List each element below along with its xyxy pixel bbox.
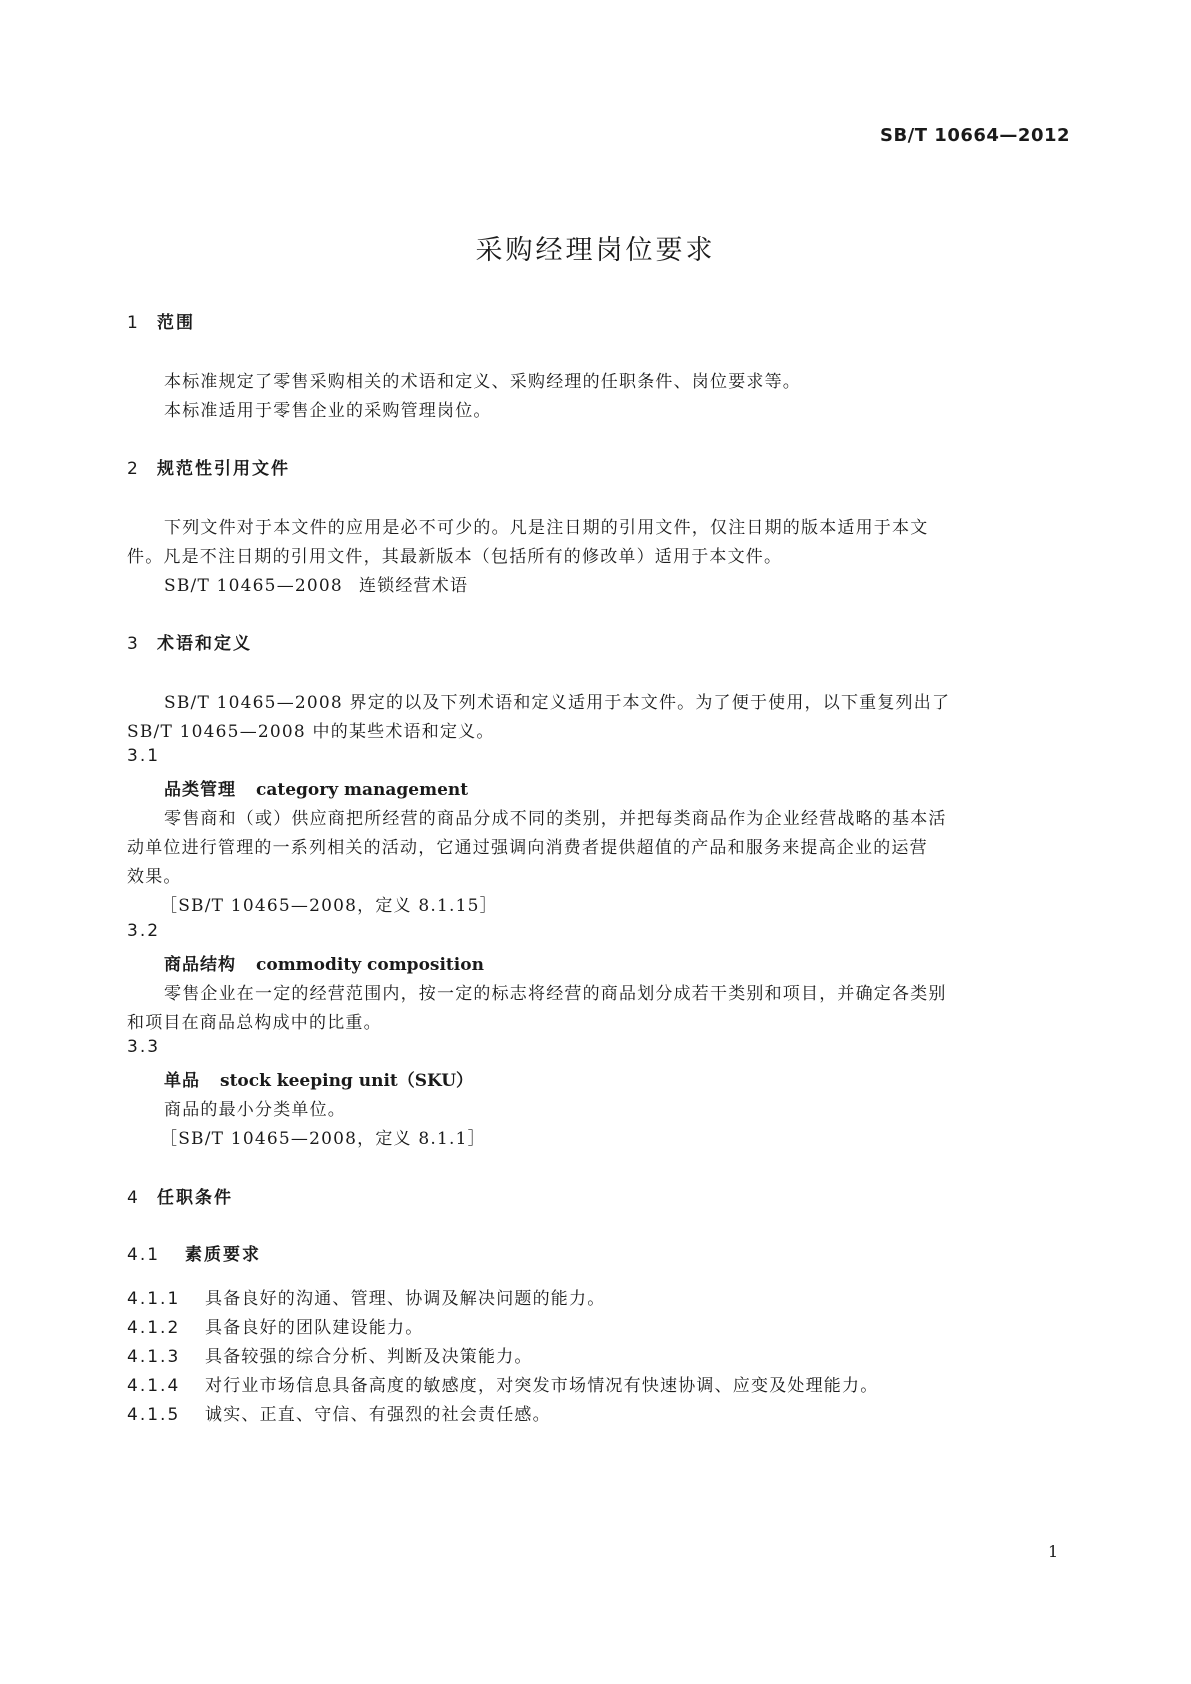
term-source: ［SB/T 10465—2008，定义 8.1.1］ <box>160 1129 486 1149</box>
term-zh: 品类管理 <box>164 780 236 800</box>
section-number: 1 <box>127 313 138 333</box>
reference-title: 连锁经营术语 <box>358 576 469 596</box>
term-en: category management <box>256 780 469 800</box>
standard-code: SB/T 10664—2012 <box>880 125 1071 146</box>
section-title: 任职条件 <box>157 1188 233 1208</box>
section-title: 规范性引用文件 <box>157 459 290 479</box>
item-text: 诚实、正直、守信、有强烈的社会责任感。 <box>205 1405 551 1425</box>
term-number: 3.3 <box>127 1037 161 1057</box>
term-definition-line: 效果。 <box>127 867 182 887</box>
list-item <box>127 1371 878 1396</box>
item-text: 具备较强的综合分析、判断及决策能力。 <box>205 1347 533 1367</box>
term-definition-line: 商品的最小分类单位。 <box>164 1100 346 1120</box>
section-number: 2 <box>127 459 138 479</box>
item-text: 具备良好的沟通、管理、协调及解决问题的能力。 <box>205 1289 606 1309</box>
paragraph-line: 下列文件对于本文件的应用是必不可少的。凡是注日期的引用文件，仅注日期的版本适用于本文 <box>164 518 929 538</box>
subsection-4-1-heading <box>127 1240 261 1265</box>
reference-code: SB/T 10465—2008 <box>164 576 343 596</box>
section-2-heading <box>127 454 290 479</box>
list-item <box>127 1400 551 1425</box>
term-definition-line: 零售商和（或）供应商把所经营的商品分成不同的类别，并把每类商品作为企业经营战略的基本活 <box>164 809 947 829</box>
section-4-heading <box>127 1183 233 1208</box>
item-number: 4.1.3 <box>127 1347 181 1367</box>
subsection-title: 素质要求 <box>185 1245 261 1265</box>
term-zh: 商品结构 <box>164 955 236 975</box>
list-item <box>127 1284 605 1309</box>
section-title: 范围 <box>157 313 195 333</box>
item-text: 对行业市场信息具备高度的敏感度，对突发市场情况有快速协调、应变及处理能力。 <box>205 1376 879 1396</box>
term-title <box>164 1066 473 1091</box>
item-number: 4.1.5 <box>127 1405 181 1425</box>
term-en: commodity composition <box>256 955 484 975</box>
term-definition-line: 和项目在商品总构成中的比重。 <box>127 1013 382 1033</box>
section-1-heading <box>127 308 195 333</box>
section-number: 4 <box>127 1188 138 1208</box>
term-definition-line: 零售企业在一定的经营范围内，按一定的标志将经营的商品划分成若干类别和项目，并确定各类别 <box>164 984 947 1004</box>
paragraph-line: SB/T 10465—2008 中的某些术语和定义。 <box>127 722 495 742</box>
normative-reference <box>164 571 468 596</box>
paragraph-line: 件。凡是不注日期的引用文件，其最新版本（包括所有的修改单）适用于本文件。 <box>127 547 783 567</box>
section-number: 3 <box>127 634 138 654</box>
term-title <box>164 775 468 800</box>
term-number: 3.1 <box>127 746 161 766</box>
item-number: 4.1.4 <box>127 1376 181 1396</box>
term-title <box>164 950 484 975</box>
paragraph-line: SB/T 10465—2008 界定的以及下列术语和定义适用于本文件。为了便于使用，以下重复列出了 <box>164 693 951 713</box>
term-en: stock keeping unit（SKU） <box>220 1071 474 1091</box>
section-3-heading <box>127 629 252 654</box>
term-definition-line: 动单位进行管理的一系列相关的活动，它通过强调向消费者提供超值的产品和服务来提高企业的运营 <box>127 838 928 858</box>
term-source: ［SB/T 10465—2008，定义 8.1.15］ <box>160 896 498 916</box>
item-text: 具备良好的团队建设能力。 <box>205 1318 424 1338</box>
paragraph: 本标准适用于零售企业的采购管理岗位。 <box>164 401 492 421</box>
term-number: 3.2 <box>127 921 161 941</box>
term-zh: 单品 <box>164 1071 200 1091</box>
document-title: 采购经理岗位要求 <box>475 235 716 266</box>
item-number: 4.1.2 <box>127 1318 181 1338</box>
list-item <box>127 1342 533 1367</box>
subsection-number: 4.1 <box>127 1245 161 1265</box>
page-number: 1 <box>1048 1542 1059 1561</box>
list-item <box>127 1313 423 1338</box>
item-number: 4.1.1 <box>127 1289 181 1309</box>
section-title: 术语和定义 <box>157 634 252 654</box>
paragraph: 本标准规定了零售采购相关的术语和定义、采购经理的任职条件、岗位要求等。 <box>164 372 801 392</box>
